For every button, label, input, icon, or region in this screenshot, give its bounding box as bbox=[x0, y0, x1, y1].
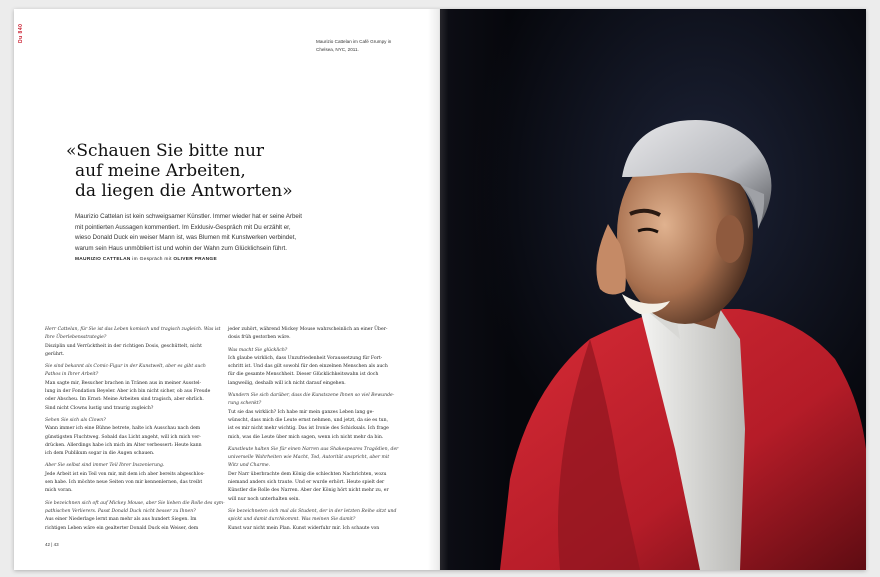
answer-line: Aus einer Niederlage lernt man mehr als aus hundert Siegen. Im bbox=[45, 517, 197, 523]
byline-interviewer: OLIVER PRANGE bbox=[173, 257, 217, 262]
answer-line: mich, was die Leute über mich sagen, wenn ich nicht mehr da bin. bbox=[228, 434, 384, 440]
headline-line: auf meine Arbeiten, bbox=[75, 161, 246, 181]
portrait-photo bbox=[440, 9, 866, 570]
answer-line: ist es mir nicht mehr wichtig. Das ist Ironie des Schicksals. Ich frage bbox=[228, 426, 389, 432]
photo-caption bbox=[316, 38, 416, 53]
qa-block bbox=[228, 446, 403, 504]
answer-line: Künstler die Rolle des Narren. Aber der König hört nicht mehr zu, er bbox=[228, 488, 389, 494]
lead-line: mit pointierten Aussagen kommentiert. Im Exklusiv-Gespräch mit Du erzählt er, bbox=[75, 223, 291, 231]
byline-connector: im Gespräch mit bbox=[132, 257, 172, 262]
left-page bbox=[14, 9, 440, 570]
answer-line: Kunst war nicht mein Plan. Kunst widerfuhr mir. Ich schaute von bbox=[228, 525, 380, 531]
answer-line: Der Narr überbrachte dem König die schlechten Nachrichten, wozu bbox=[228, 471, 387, 477]
question-line: Was macht Sie glücklich? bbox=[228, 347, 288, 353]
question-line: universelle Wahrheiten wie Macht, Tod, Autorität anspricht, aber mit bbox=[228, 455, 390, 461]
question-line: Wundern Sie sich darüber, dass die Kunstszene Ihnen so viel Bewunde- bbox=[228, 393, 395, 399]
answer-line: sen habe. Ich möchte neue Seiten von mir kennenlernen, das treibt bbox=[45, 480, 203, 486]
question-line: Sie bezeichnen sich oft auf Mickey Mouse, aber Sie lieben die Rolle des sym- bbox=[45, 500, 225, 506]
ear bbox=[716, 215, 744, 263]
question-line: Sehen Sie sich als Clown? bbox=[45, 417, 106, 423]
question-line: Pathos in Ihrer Arbeit? bbox=[45, 372, 99, 378]
answer-line: günstigsten Fluchtweg. Sobald das Licht angeht, will ich mich ver- bbox=[45, 434, 201, 440]
answer-line: mich voran. bbox=[45, 488, 73, 494]
headline bbox=[66, 141, 366, 201]
magazine-spread bbox=[14, 9, 866, 570]
headline-line: «Schauen Sie bitte nur bbox=[66, 141, 265, 161]
question-line: Sie bezeichneten sich mal als Student, der in der letzten Reihe sitzt und bbox=[228, 508, 397, 514]
answer-line: oder Abscheu. Im Ernst: Meine Arbeiten sind tragisch, aber ehrlich. bbox=[45, 397, 204, 403]
qa-block bbox=[228, 508, 403, 533]
question-line: spickt und damit durchkommt. Was meinen Sie damit? bbox=[228, 517, 356, 523]
qa-block bbox=[45, 500, 225, 533]
question-line: pathischen Verlierers. Passt Donald Duck nicht besser zu Ihnen? bbox=[45, 508, 196, 514]
text-column-2 bbox=[228, 326, 403, 537]
lead-paragraph bbox=[75, 212, 365, 254]
answer-line: jeder zuhört, während Mickey Mouse wahrscheinlich an einer Über- bbox=[228, 327, 388, 332]
headline-line: da liegen die Antworten» bbox=[75, 181, 293, 201]
caption-line: Chelsea, NYC, 2011. bbox=[316, 46, 359, 52]
answer-line: Ich glaube wirklich, dass Unzufriedenheit Voraussetzung für Fort- bbox=[228, 355, 383, 361]
byline-interviewee: MAURIZIO CATTELAN bbox=[75, 257, 131, 262]
answer-line: Man sagte mir, Besucher brachen in Tränen aus in meiner Ausstel- bbox=[45, 380, 202, 386]
answer-line: niemand anders sich traute. Und er wurde erhört. Heute spielt der bbox=[228, 480, 385, 486]
lead-line: wieso Donald Duck ein weiser Mann ist, was Blumen mit Kunstwerken verbindet, bbox=[75, 234, 297, 241]
answer-line: drücken. Allerdings habe ich mich im Alter verbessert: Heute kann bbox=[45, 442, 202, 448]
qa-block bbox=[45, 363, 220, 413]
answer-line: richtigen Leben wäre ein gealterter Donald Duck ein Weiser, dem bbox=[45, 525, 199, 531]
curtain-shadow bbox=[440, 9, 510, 570]
qa-block bbox=[45, 462, 220, 495]
answer-line: langweilig, deshalb will ich nicht darauf eingehen. bbox=[228, 380, 346, 386]
qa-block bbox=[45, 417, 220, 458]
byline bbox=[75, 257, 217, 262]
right-page bbox=[316, 9, 866, 570]
qa-block bbox=[228, 392, 403, 442]
caption-line: Maurizio Cattelan im Café Grumpy in bbox=[316, 39, 392, 44]
question-line: Ihre Überlebensstrategie? bbox=[45, 335, 107, 341]
answer-line: gerührt. bbox=[45, 351, 65, 357]
answer-line: lung in der Fondation Beyeler. Aber ich bin nicht sicher, ob aus Freude bbox=[45, 389, 211, 395]
answer-line: dosis früh gestorben wäre. bbox=[228, 335, 291, 341]
answer-line: Disziplin und Verrücktheit in der richtigen Dosis, geschüttelt, nicht bbox=[45, 343, 202, 349]
answer-line: Tut sie das wirklich? Ich habe mir mein ganzes Leben lang ge- bbox=[228, 409, 374, 415]
lead-line: Maurizio Cattelan ist kein schweigsamer Künstler. Immer wieder hat er seine Arbeit bbox=[75, 213, 302, 220]
answer-line: für die gesamte Menschheit. Dieser Glücklichkeitswahn ist doch bbox=[228, 372, 379, 378]
answer-line: schritt ist. Und das gilt sowohl für den einzelnen Menschen als auch bbox=[228, 364, 388, 370]
question-line: Aber Sie selbst sind immer Teil Ihrer Inszenierung. bbox=[45, 463, 165, 469]
answer-line: will nur noch unterhalten sein. bbox=[228, 496, 300, 502]
question-line: rung schenkt? bbox=[228, 401, 262, 407]
lead-line: warum sein Haus unmöbliert ist und wohin der Wahn zum Glücklichsein führt. bbox=[75, 244, 287, 252]
page-numbers: 42 | 43 bbox=[45, 542, 59, 547]
text-column-1 bbox=[45, 326, 225, 537]
question-line: Sie sind bekannt als Comic-Figur in der Kunstwelt, aber es gibt auch bbox=[45, 364, 206, 370]
question-line: Witz und Charme. bbox=[228, 463, 271, 469]
answer-line: Jede Arbeit ist ein Teil von mir, mit dem ich aber bereits abgeschlos- bbox=[45, 471, 205, 477]
qa-block bbox=[228, 326, 403, 343]
question-line: Kunstleute halten Sie für einen Narren aus Shakespeares Tragödien, der bbox=[228, 446, 399, 452]
section-tag: Du 840 bbox=[18, 23, 24, 43]
answer-line: ich dem Publikum sogar in die Augen schauen. bbox=[45, 451, 155, 457]
qa-block bbox=[228, 347, 403, 388]
answer-line: Sind nicht Clowns lustig und traurig zugleich? bbox=[45, 405, 154, 411]
question-line: Herr Cattelan, für Sie ist das Leben komisch und tragisch zugleich. Was ist bbox=[45, 327, 221, 332]
answer-line: wünscht, dass mich die Leute ernst nehmen, und jetzt, da sie es tun, bbox=[228, 417, 389, 423]
answer-line: Wann immer ich eine Bühne betrete, halte ich Ausschau nach dem bbox=[45, 426, 201, 432]
qa-block bbox=[45, 326, 220, 359]
